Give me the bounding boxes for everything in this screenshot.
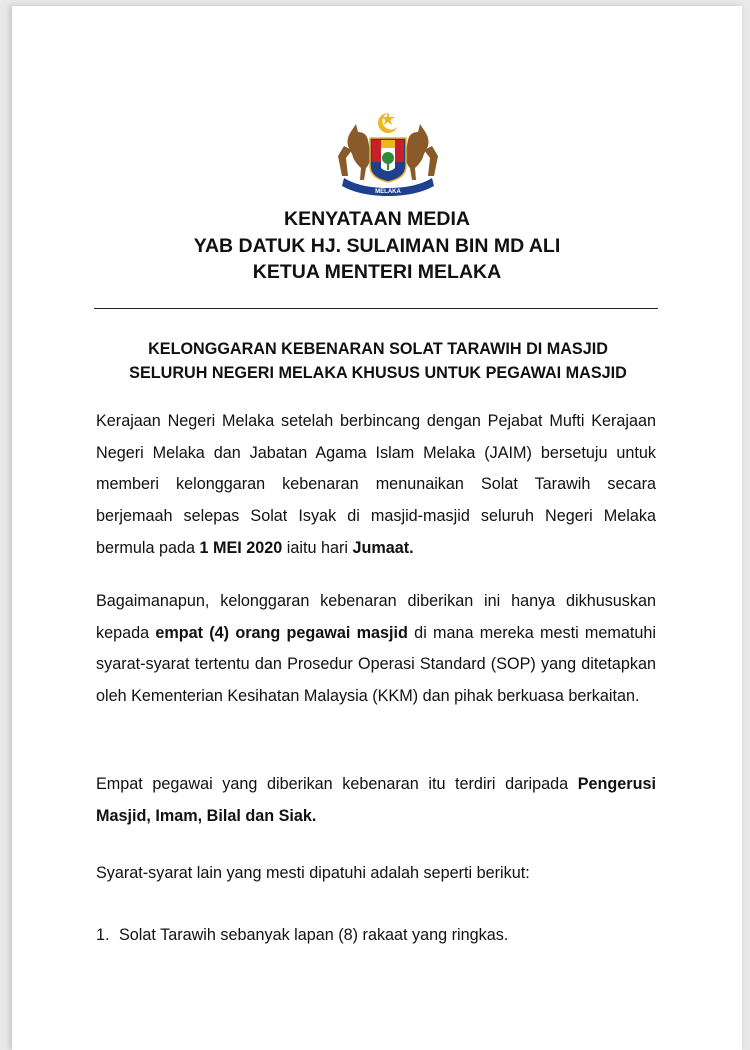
media-statement-header xyxy=(12,206,742,286)
list-item-number: 1. xyxy=(96,926,110,944)
subject-line-2: SELURUH NEGERI MELAKA KHUSUS UNTUK PEGAWAI MASJID xyxy=(129,364,627,382)
melaka-coat-of-arms-icon xyxy=(330,110,446,196)
paragraph-1-text: Kerajaan Negeri Melaka setelah berbincang dengan Pejabat Mufti Kerajaan Negeri Melaka dan Jabatan Agama Islam Melaka (JAIM) bersetuju untuk memberi kelonggaran kebenaran menunaikan Solat Tarawih secara berjemaah selepas Solat Isyak di masjid-masjid seluruh Negeri Melaka bermula pada xyxy=(96,412,656,557)
paragraph-2-before: Bagaimanapun, kelonggaran kebenaran diberikan ini hanya dikhususkan kepada xyxy=(96,592,656,642)
paragraph-4-text: Syarat-syarat lain yang mesti dipatuhi adalah seperti berikut: xyxy=(96,864,530,882)
header-divider xyxy=(94,308,658,309)
list-item xyxy=(96,920,676,952)
header-position: KETUA MENTERI MELAKA xyxy=(252,261,502,283)
paragraph-2-after: di mana mereka mesti mematuhi syarat-syarat tertentu dan Prosedur Operasi Standard (SOP) yang ditetapkan oleh Kementerian Kesihatan Malaysia (KKM) dan pihak berkuasa berkaitan. xyxy=(96,623,656,706)
header-title: KENYATAAN MEDIA xyxy=(284,208,470,230)
list-item-text: Solat Tarawih sebanyak lapan (8) rakaat yang ringkas. xyxy=(119,926,509,944)
paragraph-1-mid: iaitu hari xyxy=(282,538,353,557)
header-name: YAB DATUK HJ. SULAIMAN BIN MD ALI xyxy=(193,234,561,257)
paragraph-1-date: 1 MEI 2020 xyxy=(199,538,283,557)
paragraph-2 xyxy=(96,586,656,713)
paragraph-4 xyxy=(96,858,656,890)
paragraph-3-bold: Pengerusi Masjid, Imam, Bilal dan Siak. xyxy=(96,775,656,825)
svg-text:MELAKA: MELAKA xyxy=(375,189,401,195)
subject-line-1: KELONGGARAN KEBENARAN SOLAT TARAWIH DI MASJID xyxy=(148,340,608,358)
document-page xyxy=(12,6,742,1050)
paragraph-3-before: Empat pegawai yang diberikan kebenaran itu terdiri daripada xyxy=(96,775,578,793)
paragraph-2-bold: empat (4) orang pegawai masjid xyxy=(155,623,408,642)
subject-heading xyxy=(72,337,684,385)
paragraph-3 xyxy=(96,769,656,832)
paragraph-1-day: Jumaat. xyxy=(352,538,414,557)
paragraph-1 xyxy=(96,406,656,565)
